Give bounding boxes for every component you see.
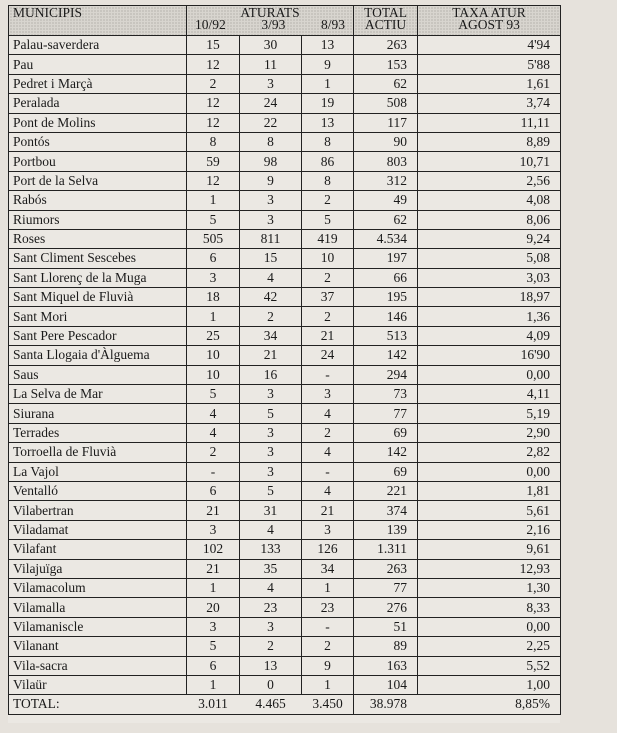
- municipality-name: Peralada: [9, 94, 187, 113]
- municipality-name: Sant Climent Sescebes: [9, 249, 187, 268]
- aturats-10-92: 102: [187, 540, 240, 559]
- aturats-8-93: 5: [302, 210, 354, 229]
- municipality-name: Port de la Selva: [9, 171, 187, 190]
- aturats-3-93: 4: [240, 578, 302, 597]
- taxa-atur: 3,03: [418, 268, 561, 287]
- header-taxa-line1: TAXA ATUR: [452, 5, 526, 20]
- taxa-atur: 12,93: [418, 559, 561, 578]
- taxa-atur: 5,08: [418, 249, 561, 268]
- total-actiu: 221: [354, 481, 418, 500]
- taxa-atur: 2,56: [418, 171, 561, 190]
- taxa-atur: 5,19: [418, 404, 561, 423]
- table-row: [9, 637, 561, 656]
- table-row: [9, 346, 561, 365]
- municipality-name: Vilaür: [9, 675, 187, 694]
- aturats-8-93: 2: [302, 307, 354, 326]
- total-actiu: 77: [354, 404, 418, 423]
- table-row: [9, 656, 561, 675]
- taxa-atur: 1,30: [418, 578, 561, 597]
- total-actiu: 49: [354, 191, 418, 210]
- header-total-line1: TOTAL: [364, 5, 407, 20]
- aturats-8-93: -: [302, 617, 354, 636]
- municipality-name: Pont de Molins: [9, 113, 187, 132]
- aturats-10-92: 59: [187, 152, 240, 171]
- municipality-name: Rabós: [9, 191, 187, 210]
- aturats-3-93: 3: [240, 617, 302, 636]
- table-row: [9, 268, 561, 287]
- aturats-10-92: 2: [187, 74, 240, 93]
- municipality-name: Sant Mori: [9, 307, 187, 326]
- aturats-10-92: 6: [187, 481, 240, 500]
- aturats-3-93: 42: [240, 288, 302, 307]
- municipality-name: Pedret i Marçà: [9, 74, 187, 93]
- total-actiu: 803: [354, 152, 418, 171]
- municipality-name: Saus: [9, 365, 187, 384]
- total-actiu: 62: [354, 210, 418, 229]
- taxa-atur: 4'94: [418, 36, 561, 55]
- aturats-10-92: 12: [187, 113, 240, 132]
- total-actiu: 146: [354, 307, 418, 326]
- total-actiu: 513: [354, 326, 418, 345]
- aturats-10-92: 12: [187, 55, 240, 74]
- municipality-name: Riumors: [9, 210, 187, 229]
- municipality-name: Vila-sacra: [9, 656, 187, 675]
- aturats-3-93: 3: [240, 210, 302, 229]
- aturats-3-93: 98: [240, 152, 302, 171]
- taxa-atur: 4,09: [418, 326, 561, 345]
- aturats-3-93: 4: [240, 520, 302, 539]
- municipality-name: Roses: [9, 229, 187, 248]
- aturats-10-92: 6: [187, 656, 240, 675]
- municipality-name: Sant Pere Pescador: [9, 326, 187, 345]
- aturats-8-93: 8: [302, 171, 354, 190]
- table-row: [9, 74, 561, 93]
- taxa-atur: 4,11: [418, 385, 561, 404]
- taxa-atur: 2,90: [418, 423, 561, 442]
- taxa-atur: 10,71: [418, 152, 561, 171]
- aturats-8-93: 4: [302, 443, 354, 462]
- aturats-3-93: 16: [240, 365, 302, 384]
- aturats-3-93: 35: [240, 559, 302, 578]
- total-actiu: 69: [354, 462, 418, 481]
- taxa-atur: 0,00: [418, 462, 561, 481]
- municipality-name: Ventalló: [9, 481, 187, 500]
- table-row: [9, 36, 561, 55]
- total-actiu: 69: [354, 423, 418, 442]
- table-row: [9, 578, 561, 597]
- table-row: [9, 191, 561, 210]
- taxa-atur: 11,11: [418, 113, 561, 132]
- taxa-atur: 5,52: [418, 656, 561, 675]
- header-period-3: 8/93: [321, 17, 346, 32]
- aturats-3-93: 4: [240, 268, 302, 287]
- table-row: [9, 385, 561, 404]
- total-actiu: 90: [354, 132, 418, 151]
- table-row: [9, 675, 561, 694]
- taxa-atur: 1,00: [418, 675, 561, 694]
- aturats-10-92: 5: [187, 385, 240, 404]
- taxa-atur: 2,82: [418, 443, 561, 462]
- taxa-atur: 4,08: [418, 191, 561, 210]
- aturats-8-93: 37: [302, 288, 354, 307]
- totals-10-92: 3.011: [187, 695, 240, 714]
- header-total-line2: ACTIU: [364, 17, 407, 32]
- municipality-name: Sant Llorenç de la Muga: [9, 268, 187, 287]
- aturats-3-93: 3: [240, 74, 302, 93]
- totals-3-93: 4.465: [240, 695, 302, 714]
- municipality-name: Vilanant: [9, 637, 187, 656]
- aturats-8-93: -: [302, 462, 354, 481]
- header-total-actiu: [354, 6, 418, 36]
- aturats-10-92: 3: [187, 520, 240, 539]
- aturats-8-93: 19: [302, 94, 354, 113]
- table-row: [9, 55, 561, 74]
- municipality-name: Viladamat: [9, 520, 187, 539]
- aturats-10-92: 6: [187, 249, 240, 268]
- document-page: [8, 5, 560, 723]
- table-row: [9, 481, 561, 500]
- total-actiu: 276: [354, 598, 418, 617]
- aturats-3-93: 3: [240, 443, 302, 462]
- table-row: [9, 540, 561, 559]
- municipality-name: Sant Miquel de Fluvià: [9, 288, 187, 307]
- table-row: [9, 152, 561, 171]
- total-actiu: 4.534: [354, 229, 418, 248]
- total-actiu: 263: [354, 36, 418, 55]
- municipality-name: Vilamaniscle: [9, 617, 187, 636]
- aturats-10-92: 12: [187, 94, 240, 113]
- aturats-10-92: 20: [187, 598, 240, 617]
- taxa-atur: 1,61: [418, 74, 561, 93]
- taxa-atur: 2,16: [418, 520, 561, 539]
- total-actiu: 197: [354, 249, 418, 268]
- total-actiu: 77: [354, 578, 418, 597]
- total-actiu: 312: [354, 171, 418, 190]
- total-actiu: 89: [354, 637, 418, 656]
- total-actiu: 263: [354, 559, 418, 578]
- total-actiu: 117: [354, 113, 418, 132]
- municipality-name: Santa Llogaia d'Àlguema: [9, 346, 187, 365]
- total-actiu: 374: [354, 501, 418, 520]
- taxa-atur: 8,33: [418, 598, 561, 617]
- municipality-name: Pontós: [9, 132, 187, 151]
- totals-taxa: 8,85%: [418, 695, 561, 714]
- aturats-10-92: 15: [187, 36, 240, 55]
- aturats-8-93: 3: [302, 385, 354, 404]
- aturats-8-93: 126: [302, 540, 354, 559]
- header-aturats-label: ATURATS: [240, 5, 300, 20]
- total-actiu: 294: [354, 365, 418, 384]
- aturats-8-93: 10: [302, 249, 354, 268]
- taxa-atur: 1,36: [418, 307, 561, 326]
- table-row: [9, 94, 561, 113]
- aturats-3-93: 24: [240, 94, 302, 113]
- aturats-3-93: 2: [240, 307, 302, 326]
- header-period-1: 10/92: [195, 17, 226, 32]
- aturats-8-93: 2: [302, 637, 354, 656]
- taxa-atur: 9,24: [418, 229, 561, 248]
- total-actiu: 142: [354, 443, 418, 462]
- aturats-3-93: 811: [240, 229, 302, 248]
- aturats-8-93: 1: [302, 675, 354, 694]
- aturats-8-93: 21: [302, 326, 354, 345]
- aturats-3-93: 8: [240, 132, 302, 151]
- aturats-3-93: 133: [240, 540, 302, 559]
- aturats-3-93: 3: [240, 462, 302, 481]
- taxa-atur: 5'88: [418, 55, 561, 74]
- municipality-name: Siurana: [9, 404, 187, 423]
- table-row: [9, 559, 561, 578]
- table-row: [9, 501, 561, 520]
- aturats-10-92: 21: [187, 559, 240, 578]
- municipality-name: Palau-saverdera: [9, 36, 187, 55]
- table-row: [9, 598, 561, 617]
- aturats-3-93: 11: [240, 55, 302, 74]
- header-aturats: [187, 6, 354, 36]
- aturats-3-93: 3: [240, 385, 302, 404]
- total-actiu: 163: [354, 656, 418, 675]
- aturats-10-92: 1: [187, 675, 240, 694]
- taxa-atur: 8,06: [418, 210, 561, 229]
- taxa-atur: 16'90: [418, 346, 561, 365]
- taxa-atur: 5,61: [418, 501, 561, 520]
- table-row: [9, 210, 561, 229]
- aturats-8-93: 23: [302, 598, 354, 617]
- aturats-8-93: 9: [302, 55, 354, 74]
- table-row: [9, 229, 561, 248]
- taxa-atur: 18,97: [418, 288, 561, 307]
- municipality-name: Terrades: [9, 423, 187, 442]
- total-actiu: 508: [354, 94, 418, 113]
- table-header-row: [9, 6, 561, 36]
- taxa-atur: 8,89: [418, 132, 561, 151]
- aturats-3-93: 0: [240, 675, 302, 694]
- aturats-3-93: 5: [240, 481, 302, 500]
- table-row: [9, 132, 561, 151]
- total-actiu: 104: [354, 675, 418, 694]
- aturats-8-93: 1: [302, 578, 354, 597]
- aturats-8-93: -: [302, 365, 354, 384]
- header-municipis: MUNICIPIS: [9, 6, 187, 36]
- aturats-8-93: 8: [302, 132, 354, 151]
- aturats-8-93: 2: [302, 268, 354, 287]
- aturats-3-93: 5: [240, 404, 302, 423]
- aturats-8-93: 24: [302, 346, 354, 365]
- taxa-atur: 0,00: [418, 365, 561, 384]
- aturats-8-93: 4: [302, 481, 354, 500]
- aturats-3-93: 2: [240, 637, 302, 656]
- taxa-atur: 9,61: [418, 540, 561, 559]
- municipality-name: Vilamalla: [9, 598, 187, 617]
- aturats-10-92: 10: [187, 365, 240, 384]
- taxa-atur: 1,81: [418, 481, 561, 500]
- table-row: [9, 365, 561, 384]
- aturats-10-92: 10: [187, 346, 240, 365]
- aturats-3-93: 21: [240, 346, 302, 365]
- header-taxa-line2: AGOST 93: [458, 17, 520, 32]
- aturats-10-92: 25: [187, 326, 240, 345]
- totals-label: TOTAL:: [9, 695, 187, 714]
- aturats-8-93: 2: [302, 423, 354, 442]
- municipality-name: Vilamacolum: [9, 578, 187, 597]
- total-actiu: 195: [354, 288, 418, 307]
- totals-row: [9, 695, 561, 714]
- table-row: [9, 326, 561, 345]
- municipality-name: Vilabertran: [9, 501, 187, 520]
- aturats-3-93: 23: [240, 598, 302, 617]
- municipality-name: Torroella de Fluvià: [9, 443, 187, 462]
- table-row: [9, 307, 561, 326]
- header-periods: [191, 19, 349, 31]
- aturats-10-92: 1: [187, 191, 240, 210]
- aturats-10-92: 8: [187, 132, 240, 151]
- aturats-10-92: -: [187, 462, 240, 481]
- aturats-3-93: 3: [240, 423, 302, 442]
- aturats-10-92: 3: [187, 268, 240, 287]
- aturats-3-93: 9: [240, 171, 302, 190]
- aturats-3-93: 34: [240, 326, 302, 345]
- aturats-8-93: 1: [302, 74, 354, 93]
- municipality-name: La Selva de Mar: [9, 385, 187, 404]
- aturats-10-92: 21: [187, 501, 240, 520]
- aturats-10-92: 4: [187, 404, 240, 423]
- municipality-name: Vilajuïga: [9, 559, 187, 578]
- aturats-8-93: 21: [302, 501, 354, 520]
- municipality-name: Pau: [9, 55, 187, 74]
- aturats-8-93: 419: [302, 229, 354, 248]
- table-body: [9, 36, 561, 695]
- aturats-8-93: 13: [302, 113, 354, 132]
- total-actiu: 66: [354, 268, 418, 287]
- taxa-atur: 0,00: [418, 617, 561, 636]
- table-row: [9, 113, 561, 132]
- aturats-3-93: 15: [240, 249, 302, 268]
- aturats-8-93: 34: [302, 559, 354, 578]
- aturats-3-93: 13: [240, 656, 302, 675]
- aturats-3-93: 22: [240, 113, 302, 132]
- aturats-3-93: 30: [240, 36, 302, 55]
- totals-8-93: 3.450: [302, 695, 354, 714]
- total-actiu: 142: [354, 346, 418, 365]
- total-actiu: 1.311: [354, 540, 418, 559]
- aturats-8-93: 86: [302, 152, 354, 171]
- aturats-10-92: 3: [187, 617, 240, 636]
- aturats-3-93: 31: [240, 501, 302, 520]
- aturats-8-93: 3: [302, 520, 354, 539]
- header-period-2: 3/93: [261, 17, 286, 32]
- aturats-10-92: 12: [187, 171, 240, 190]
- total-actiu: 73: [354, 385, 418, 404]
- total-actiu: 51: [354, 617, 418, 636]
- table-row: [9, 462, 561, 481]
- header-taxa-atur: [418, 6, 561, 36]
- total-actiu: 62: [354, 74, 418, 93]
- aturats-10-92: 4: [187, 423, 240, 442]
- aturats-8-93: 2: [302, 191, 354, 210]
- unemployment-table: [8, 5, 561, 715]
- table-row: [9, 520, 561, 539]
- aturats-10-92: 18: [187, 288, 240, 307]
- table-row: [9, 404, 561, 423]
- table-row: [9, 443, 561, 462]
- table-row: [9, 288, 561, 307]
- aturats-10-92: 505: [187, 229, 240, 248]
- taxa-atur: 3,74: [418, 94, 561, 113]
- aturats-10-92: 1: [187, 307, 240, 326]
- table-row: [9, 171, 561, 190]
- aturats-10-92: 2: [187, 443, 240, 462]
- aturats-8-93: 4: [302, 404, 354, 423]
- aturats-8-93: 9: [302, 656, 354, 675]
- municipality-name: La Vajol: [9, 462, 187, 481]
- aturats-3-93: 3: [240, 191, 302, 210]
- municipality-name: Portbou: [9, 152, 187, 171]
- table-row: [9, 249, 561, 268]
- aturats-8-93: 13: [302, 36, 354, 55]
- total-actiu: 139: [354, 520, 418, 539]
- aturats-10-92: 5: [187, 210, 240, 229]
- table-row: [9, 423, 561, 442]
- totals-actiu: 38.978: [354, 695, 418, 714]
- aturats-10-92: 5: [187, 637, 240, 656]
- table-row: [9, 617, 561, 636]
- total-actiu: 153: [354, 55, 418, 74]
- aturats-10-92: 1: [187, 578, 240, 597]
- municipality-name: Vilafant: [9, 540, 187, 559]
- taxa-atur: 2,25: [418, 637, 561, 656]
